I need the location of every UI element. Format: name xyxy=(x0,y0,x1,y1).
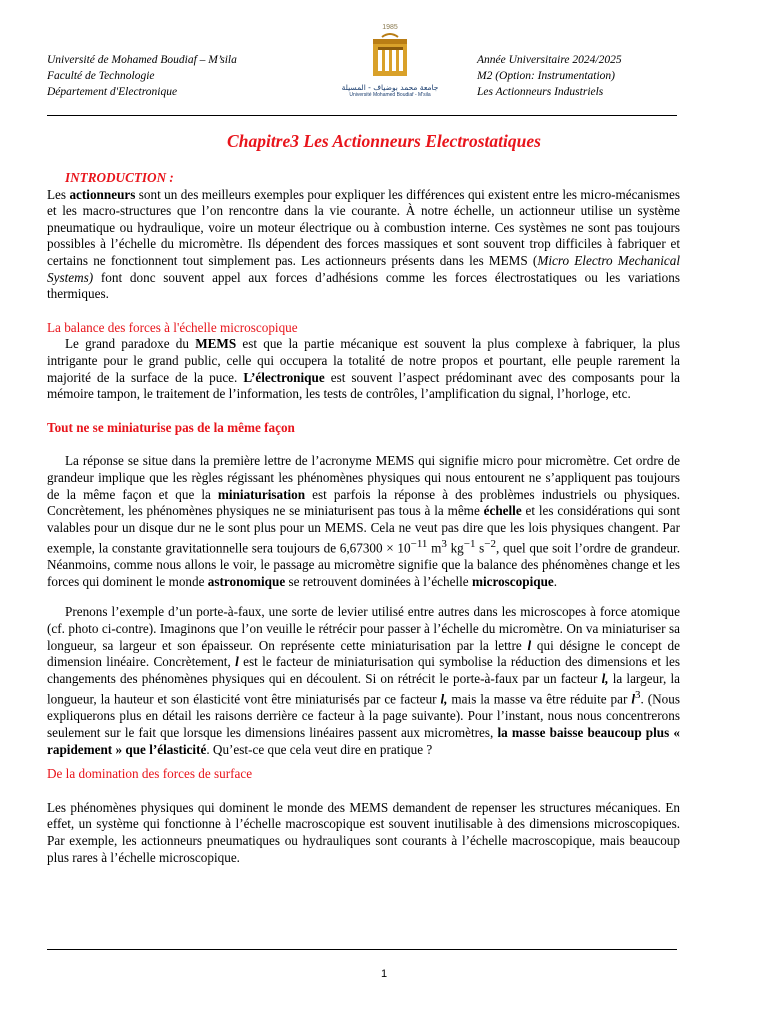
page-number: 1 xyxy=(380,968,388,980)
logo-emblem-icon xyxy=(370,31,410,77)
logo-arabic-text: جامعة محمد بوضياف - المسيلة xyxy=(341,83,439,92)
cantilever-paragraph: Prenons l’exemple d’un porte-à-faux, une sorte de levier utilisé entre autres dans les microscopes à force atomique (cf. photo ci-contre). Imaginons que l’on veuille le rétrécir pour passer à l’échelle du micromètre. On va miniaturiser sa longueur, sa largeur et son épaisseur. On représente cette miniaturisation par la lettre l qui désigne le concept de dimension linéaire. Concrètement, l est le facteur de miniaturisation qui symbolise la réduction des dimensions et les changements des phénomènes physiques qui en découlent. Si on rétrécit le porte-à-faux par un facteur l, la largeur, la longueur, la hauteur et son élasticité vont être miniaturisés par ce facteur l, mais la masse va être réduite par $l^3$. (Nous expliquerons plus en détail les raisons derrière ce facteur à la page suivante). Pour l’instant, nous nous concentrerons seulement sur le fait que lorsque les dimensions linéaires passent aux micromètres, la masse baisse beaucoup plus « rapidement » que l’élasticité. Qu’est-ce que cela veut dire en pratique ? xyxy=(47,604,681,757)
miniaturisation-heading: Tout ne se miniaturise pas de la même façon xyxy=(47,419,295,435)
faculty-name: Faculté de Technologie xyxy=(47,70,155,82)
program-name: M2 (Option: Instrumentation) xyxy=(477,70,615,82)
course-name: Les Actionneurs Industriels xyxy=(477,86,604,98)
document-body xyxy=(47,170,680,866)
academic-year: Année Universitaire 2024/2025 xyxy=(477,54,622,66)
logo-latin-text: Université Mohamed Boudiaf - M'sila xyxy=(349,92,431,98)
header-right xyxy=(477,52,622,100)
page-header xyxy=(47,24,677,116)
footer-divider xyxy=(47,949,677,950)
university-logo xyxy=(335,24,445,112)
intro-paragraph: Les actionneurs sont un des meilleurs exemples pour expliquer les différences qui existent entre les micro-mécanismes et les macro-structures que l’on rencontre dans la vie courante. À notre échelle, un actionneur utilise un système pneumatique ou hydraulique, voire un moteur électrique ou à combustion interne. Ces systèmes ne sont pas toujours possibles à l’échelle du micromètre. Ils dépendent des forces massiques et sont souvent trop difficiles à fabriquer et certains ne fonctionnent tout simplement pas. Les actionneurs présents dans les MEMS (Micro Electro Mechanical Systems) font donc souvent appel aux forces d’adhésions comme les forces électrostatiques ou les variations thermiques. xyxy=(47,186,681,302)
chapter-title: Chapitre3 Les Actionneurs Electrostatiques xyxy=(227,131,541,151)
surface-paragraph: Les phénomènes physiques qui dominent le monde des MEMS demandent de repenser les structures mécaniques. En effet, un système qui fonctionne à l’échelle macroscopique est souvent inutilisable à des dimensions microscopiques. Par exemple, les actionneurs pneumatiques ou hydrauliques sont courants à l’échelle macroscopique, mais beaucoup plus rares à l’échelle microscopique. xyxy=(47,799,680,865)
balance-heading: La balance des forces à l'échelle microscopique xyxy=(47,319,298,335)
surface-heading: De la domination des forces de surface xyxy=(47,766,253,782)
intro-heading: INTRODUCTION : xyxy=(65,170,174,185)
header-divider xyxy=(47,115,677,116)
header-left xyxy=(47,52,237,100)
miniaturisation-paragraph: La réponse se situe dans la première lettre de l’acronyme MEMS qui signifie micro pour micromètre. Cet ordre de grandeur implique que les règles régissant les phénomènes physiques qui nous entourent ne s’appliquent pas toujours de la même façon et que la miniaturisation est parfois la réponse à des problèmes industriels ou physiques. Concrètement, les phénomènes physiques ne se miniaturisent pas tous à la même échelle et les considérations qui sont valables pour un disque dur ne le sont plus pour un MEMS. Cela ne veut pas dire que les lois physiques changent. Par exemple, la constante gravitationnelle sera toujours de $6,67300 \times 10^{-11}$ $m^3$ $kg^{-1}$ $s^{-2}$, quel que soit l’ordre de grandeur. Néanmoins, comme nous allons le voir, le passage au micromètre signifie que la balance des phénomènes change et les forces qui dominent le monde astronomique se retrouvent dominées à l’échelle microscopique. xyxy=(47,453,681,589)
department-name: Département d'Electronique xyxy=(47,86,178,98)
university-name: Université de Mohamed Boudiaf – M’sila xyxy=(47,54,237,66)
logo-year: 1985 xyxy=(382,24,398,31)
balance-paragraph: Le grand paradoxe du MEMS est que la partie mécanique est souvent la plus complexe à fabriquer, la plus intrigante pour le grand public, celle qui occupera la totalité de notre propos et pourtant, elle peuple rarement la majorité de la surface de la puce. L’électronique est souvent l’aspect prédominant avec des composants pour la mémoire tampon, le traitement de l’information, les tests de contrôles, l’amplification du signal, l’horloge, etc. xyxy=(47,336,680,402)
